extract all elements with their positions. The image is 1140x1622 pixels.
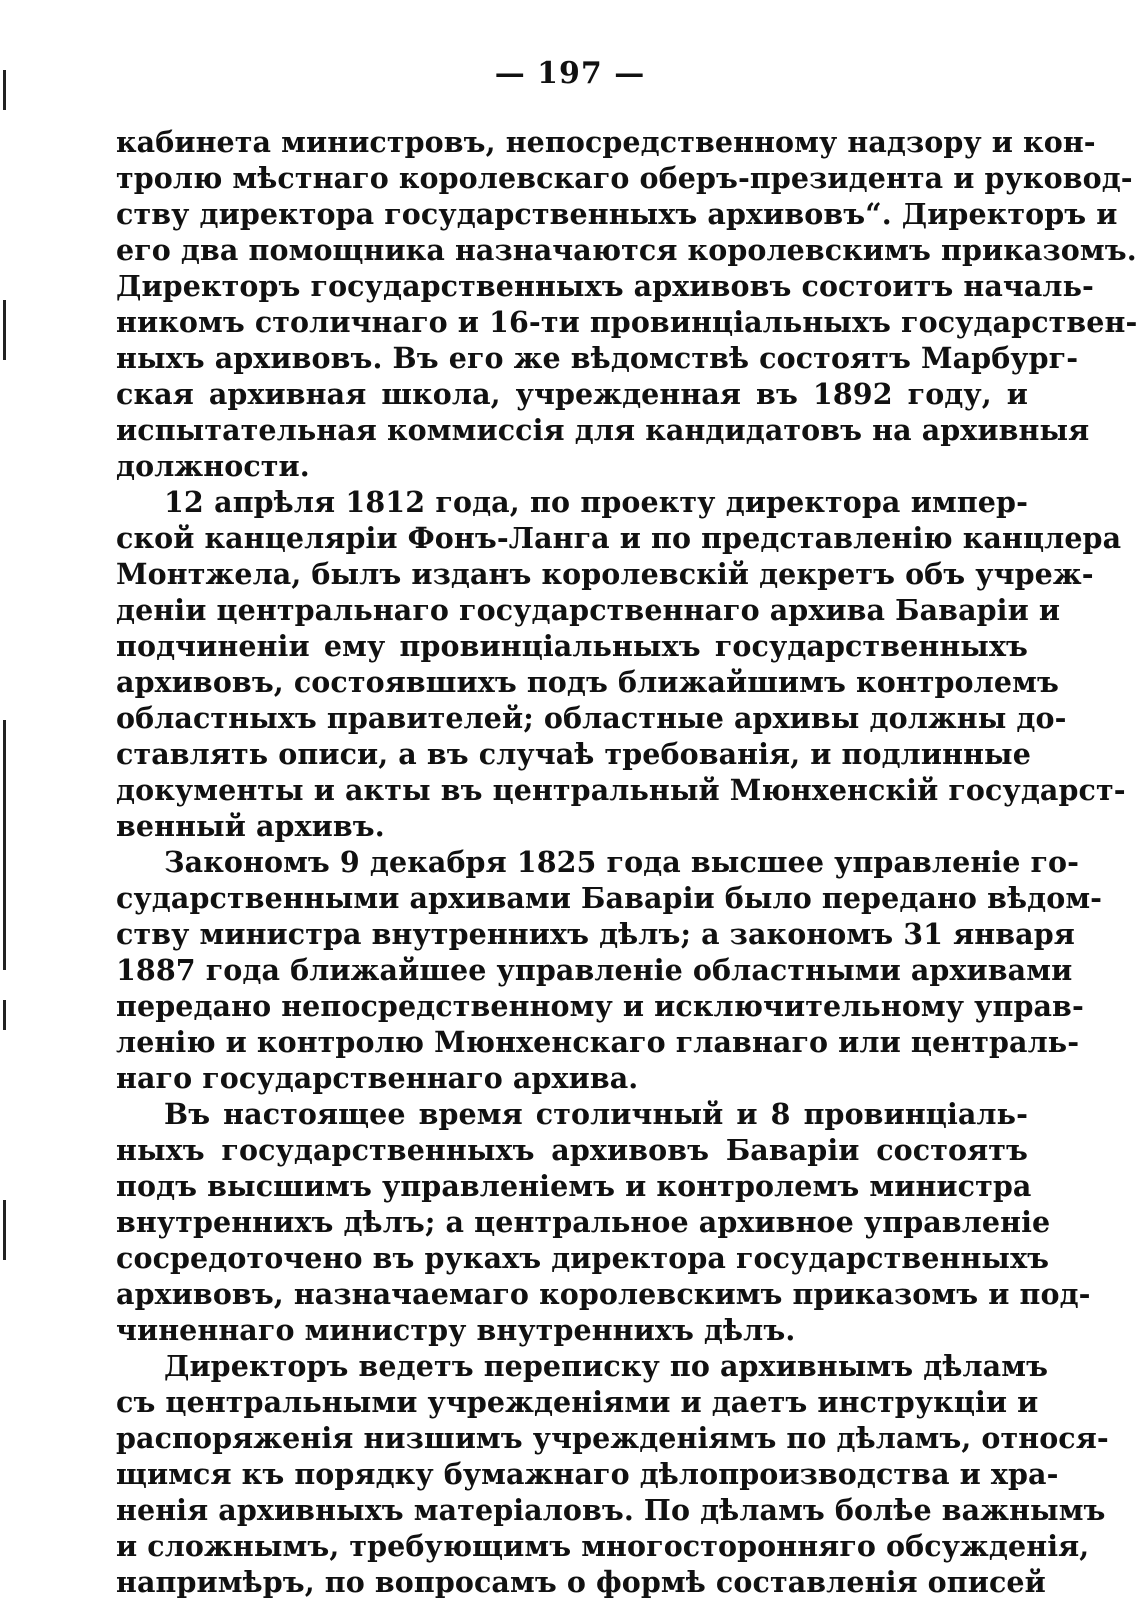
text-line: его два помощника назначаются королевскимъ приказомъ. xyxy=(116,233,1137,267)
text-line: сосредоточено въ рукахъ директора государственныхъ xyxy=(116,1241,1050,1275)
scan-margin-mark xyxy=(3,1000,6,1030)
text-line: областныхъ правителей; областные архивы должны до- xyxy=(116,701,1067,735)
text-line: наго государственнаго архива. xyxy=(116,1061,639,1095)
text-line: съ центральными учрежденіями и даетъ инструкціи и xyxy=(116,1385,1039,1419)
text-line: подчиненіи ему провинціальныхъ государственныхъ xyxy=(116,629,1028,663)
text-line: ству министра внутреннихъ дѣлъ; а закономъ 31 января xyxy=(116,917,1075,951)
text-line: ныхъ архивовъ. Въ его же вѣдомствѣ состоятъ Марбург- xyxy=(116,341,1079,375)
text-line: щимся къ порядку бумажнаго дѣлопроизводства и хра- xyxy=(116,1457,1059,1491)
text-line: ской канцеляріи Фонъ-Ланга и по представленію канцлера xyxy=(116,521,1122,555)
text-line: ленію и контролю Мюнхенскаго главнаго или централь- xyxy=(116,1025,1080,1059)
text-line: ныхъ государственныхъ архивовъ Баваріи состоятъ xyxy=(116,1133,1028,1167)
text-line: 12 апрѣля 1812 года, по проекту директора импер- xyxy=(164,485,1028,519)
scan-margin-mark xyxy=(3,1200,6,1260)
text-line: должности. xyxy=(116,449,310,483)
text-line: тролю мѣстнаго королевскаго оберъ-президента и руковод- xyxy=(116,161,1133,195)
page-number: — 197 — xyxy=(494,56,646,91)
text-line: внутреннихъ дѣлъ; а центральное архивное управленіе xyxy=(116,1205,1051,1239)
text-line: подъ высшимъ управленіемъ и контролемъ министра xyxy=(116,1169,1032,1203)
text-line: сударственными архивами Баваріи было передано вѣдом- xyxy=(116,881,1103,915)
paragraph-1 xyxy=(116,124,1138,484)
text-line: кабинета министровъ, непосредственному надзору и кон- xyxy=(116,125,1096,159)
text-line: испытательная коммиссія для кандидатовъ на архивныя xyxy=(116,413,1090,447)
paragraph-3 xyxy=(116,844,1103,1096)
text-line: Монтжела, былъ изданъ королевскій декретъ объ учреж- xyxy=(116,557,1094,591)
text-line: архивовъ, состоявшихъ подъ ближайшимъ контролемъ xyxy=(116,665,1059,699)
text-line: передано непосредственному и исключительному управ- xyxy=(116,989,1084,1023)
text-line: Въ настоящее время столичный и 8 провинціаль- xyxy=(164,1097,1028,1131)
paragraph-5 xyxy=(116,1348,1109,1600)
scan-margin-mark xyxy=(3,720,6,970)
paragraph-4 xyxy=(116,1096,1091,1348)
text-line: деніи центральнаго государственнаго архива Баваріи и xyxy=(116,593,1061,627)
text-line: Директоръ ведетъ переписку по архивнымъ дѣламъ xyxy=(164,1349,1049,1383)
text-line: и сложнымъ, требующимъ многосторонняго обсужденія, xyxy=(116,1529,1090,1563)
text-line: чиненнаго министру внутреннихъ дѣлъ. xyxy=(116,1313,796,1347)
text-line: ству директора государственныхъ архивовъ“. Директоръ и xyxy=(116,197,1118,231)
text-line: Директоръ государственныхъ архивовъ состоитъ началь- xyxy=(116,269,1094,303)
paragraph-2 xyxy=(116,484,1126,844)
text-line: 1887 года ближайшее управленіе областными архивами xyxy=(116,953,1073,987)
text-line: венный архивъ. xyxy=(116,809,385,843)
text-line: архивовъ, назначаемаго королевскимъ приказомъ и под- xyxy=(116,1277,1091,1311)
text-line: напримѣръ, по вопросамъ о формѣ составленія описей xyxy=(116,1565,1046,1599)
scan-margin-mark xyxy=(3,300,6,360)
text-line: ставлять описи, а въ случаѣ требованія, и подлинные xyxy=(116,737,1031,771)
body-text xyxy=(116,124,1138,1600)
text-line: Закономъ 9 декабря 1825 года высшее управленіе го- xyxy=(164,845,1080,879)
scan-margin-mark xyxy=(3,70,6,110)
text-line: ская архивная школа, учрежденная въ 1892 году, и xyxy=(116,377,1028,411)
text-line: никомъ столичнаго и 16-ти провинціальныхъ государствен- xyxy=(116,305,1138,339)
text-line: ненія архивныхъ матеріаловъ. По дѣламъ болѣе важнымъ xyxy=(116,1493,1106,1527)
text-line: распоряженія низшимъ учрежденіямъ по дѣламъ, относя- xyxy=(116,1421,1109,1455)
text-line: документы и акты въ центральный Мюнхенскій государст- xyxy=(116,773,1126,807)
